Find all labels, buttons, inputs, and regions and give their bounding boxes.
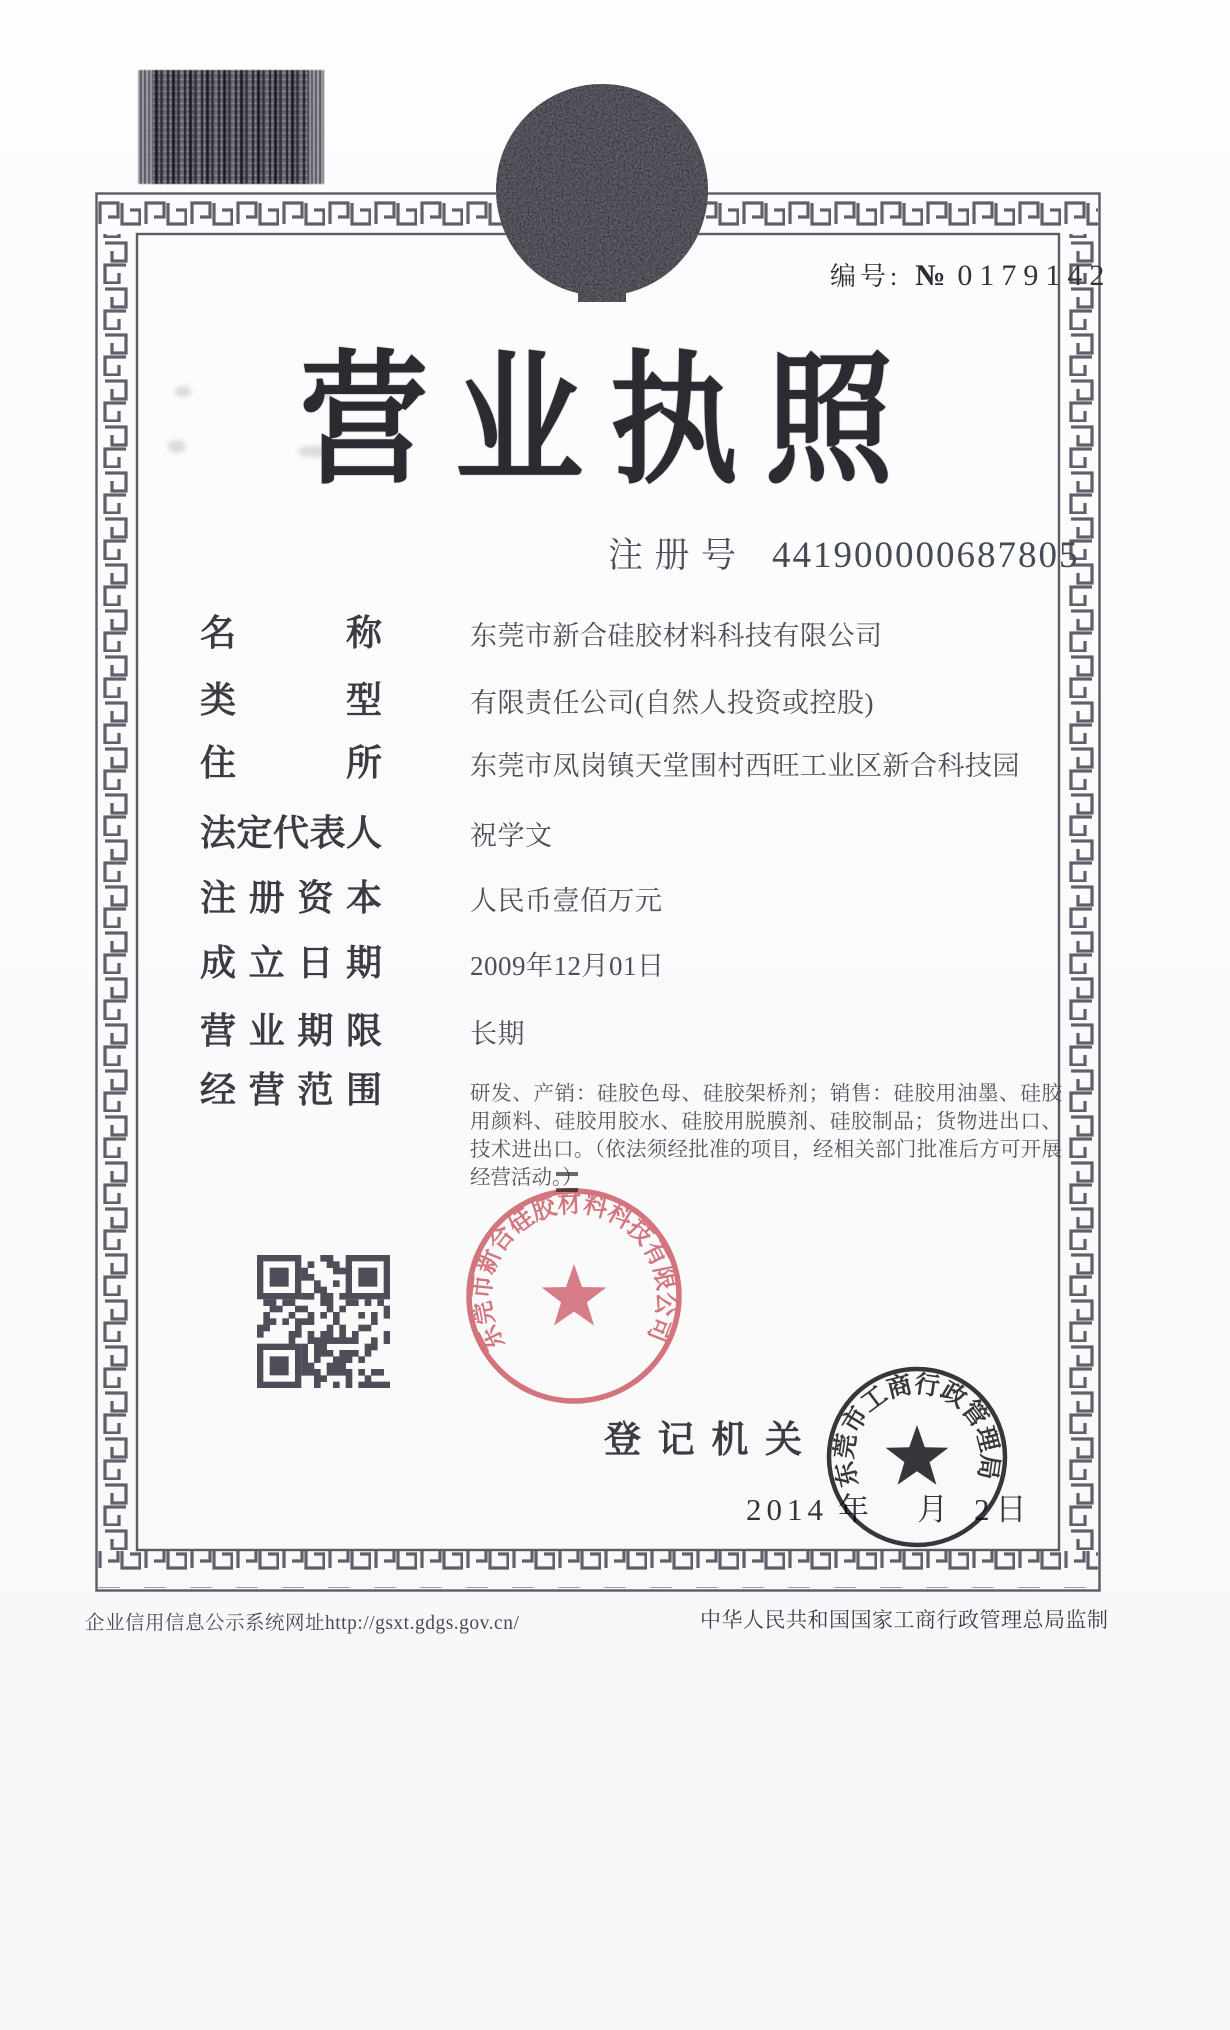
registrar-label: 登记机关 [604,1420,802,1461]
national-emblem [486,78,718,310]
registration-number-row [608,534,1080,577]
field-value: 人民币壹佰万元 [470,886,663,916]
company-seal-text: 东莞市新合硅胶材料科技有限公司 [465,1187,683,1356]
field-label: 营业期限 [200,1011,382,1051]
field-value: 东莞市新合硅胶材料科技有限公司 [470,621,883,651]
serial-number: 0179142 [957,259,1112,292]
field-value: 祝学文 [470,821,553,851]
field-label: 注册资本 [200,878,382,918]
scan-smudge [168,440,186,453]
star-icon [886,1425,949,1485]
serial-number-row [830,256,1111,293]
serial-label: 编号: [830,262,902,291]
field-label: 成立日期 [200,943,382,983]
field-label: 名称 [200,613,382,653]
registry-seal-stamp [812,1352,1022,1562]
field-value: 长期 [470,1019,525,1049]
license-title: 营业执照 [300,341,921,502]
field-value: 研发、产销：硅胶色母、硅胶架桥剂；销售：硅胶用油墨、硅胶用颜料、硅胶用胶水、硅胶用脱膜剂、硅胶制品；货物进出口、技术进出口。（依法须经批准的项目，经相关部门批准后方可开展经营活动。） [470,1083,1062,1189]
star-icon [542,1264,607,1326]
footer-issuer: 中华人民共和国国家工商行政管理总局监制 [700,1608,1109,1632]
date-day: 2 [974,1492,990,1527]
field-value: 有限责任公司(自然人投资或控股) [470,688,874,718]
field-label: 类型 [200,680,382,720]
registry-seal-text: 东莞市工商行政管理局 [831,1371,1003,1490]
date-month-unit: 月 [917,1492,948,1527]
license-fields [200,615,1080,1235]
scan-smudge [175,386,191,397]
field-value: 2009年12月01日 [470,951,665,981]
regno-label: 注册号 [608,536,736,575]
qr-code [257,1255,390,1388]
regno-value: 441900000687805 [772,535,1080,576]
date-year: 2014 [746,1492,828,1527]
numero-sign: № [915,259,946,292]
field-label: 法定代表人 [200,813,382,853]
field-label: 住所 [200,743,382,783]
barcode-image [138,70,324,184]
company-seal-stamp [444,1164,704,1434]
date-day-unit: 日 [995,1492,1027,1527]
footer-public-system-url: 企业信用信息公示系统网址http://gsxt.gdgs.gov.cn/ [85,1613,520,1634]
field-value: 东莞市凤岗镇天堂围村西旺工业区新合科技园 [470,751,1020,781]
date-year-unit: 年 [838,1492,869,1527]
field-label: 经营范围 [200,1070,382,1110]
